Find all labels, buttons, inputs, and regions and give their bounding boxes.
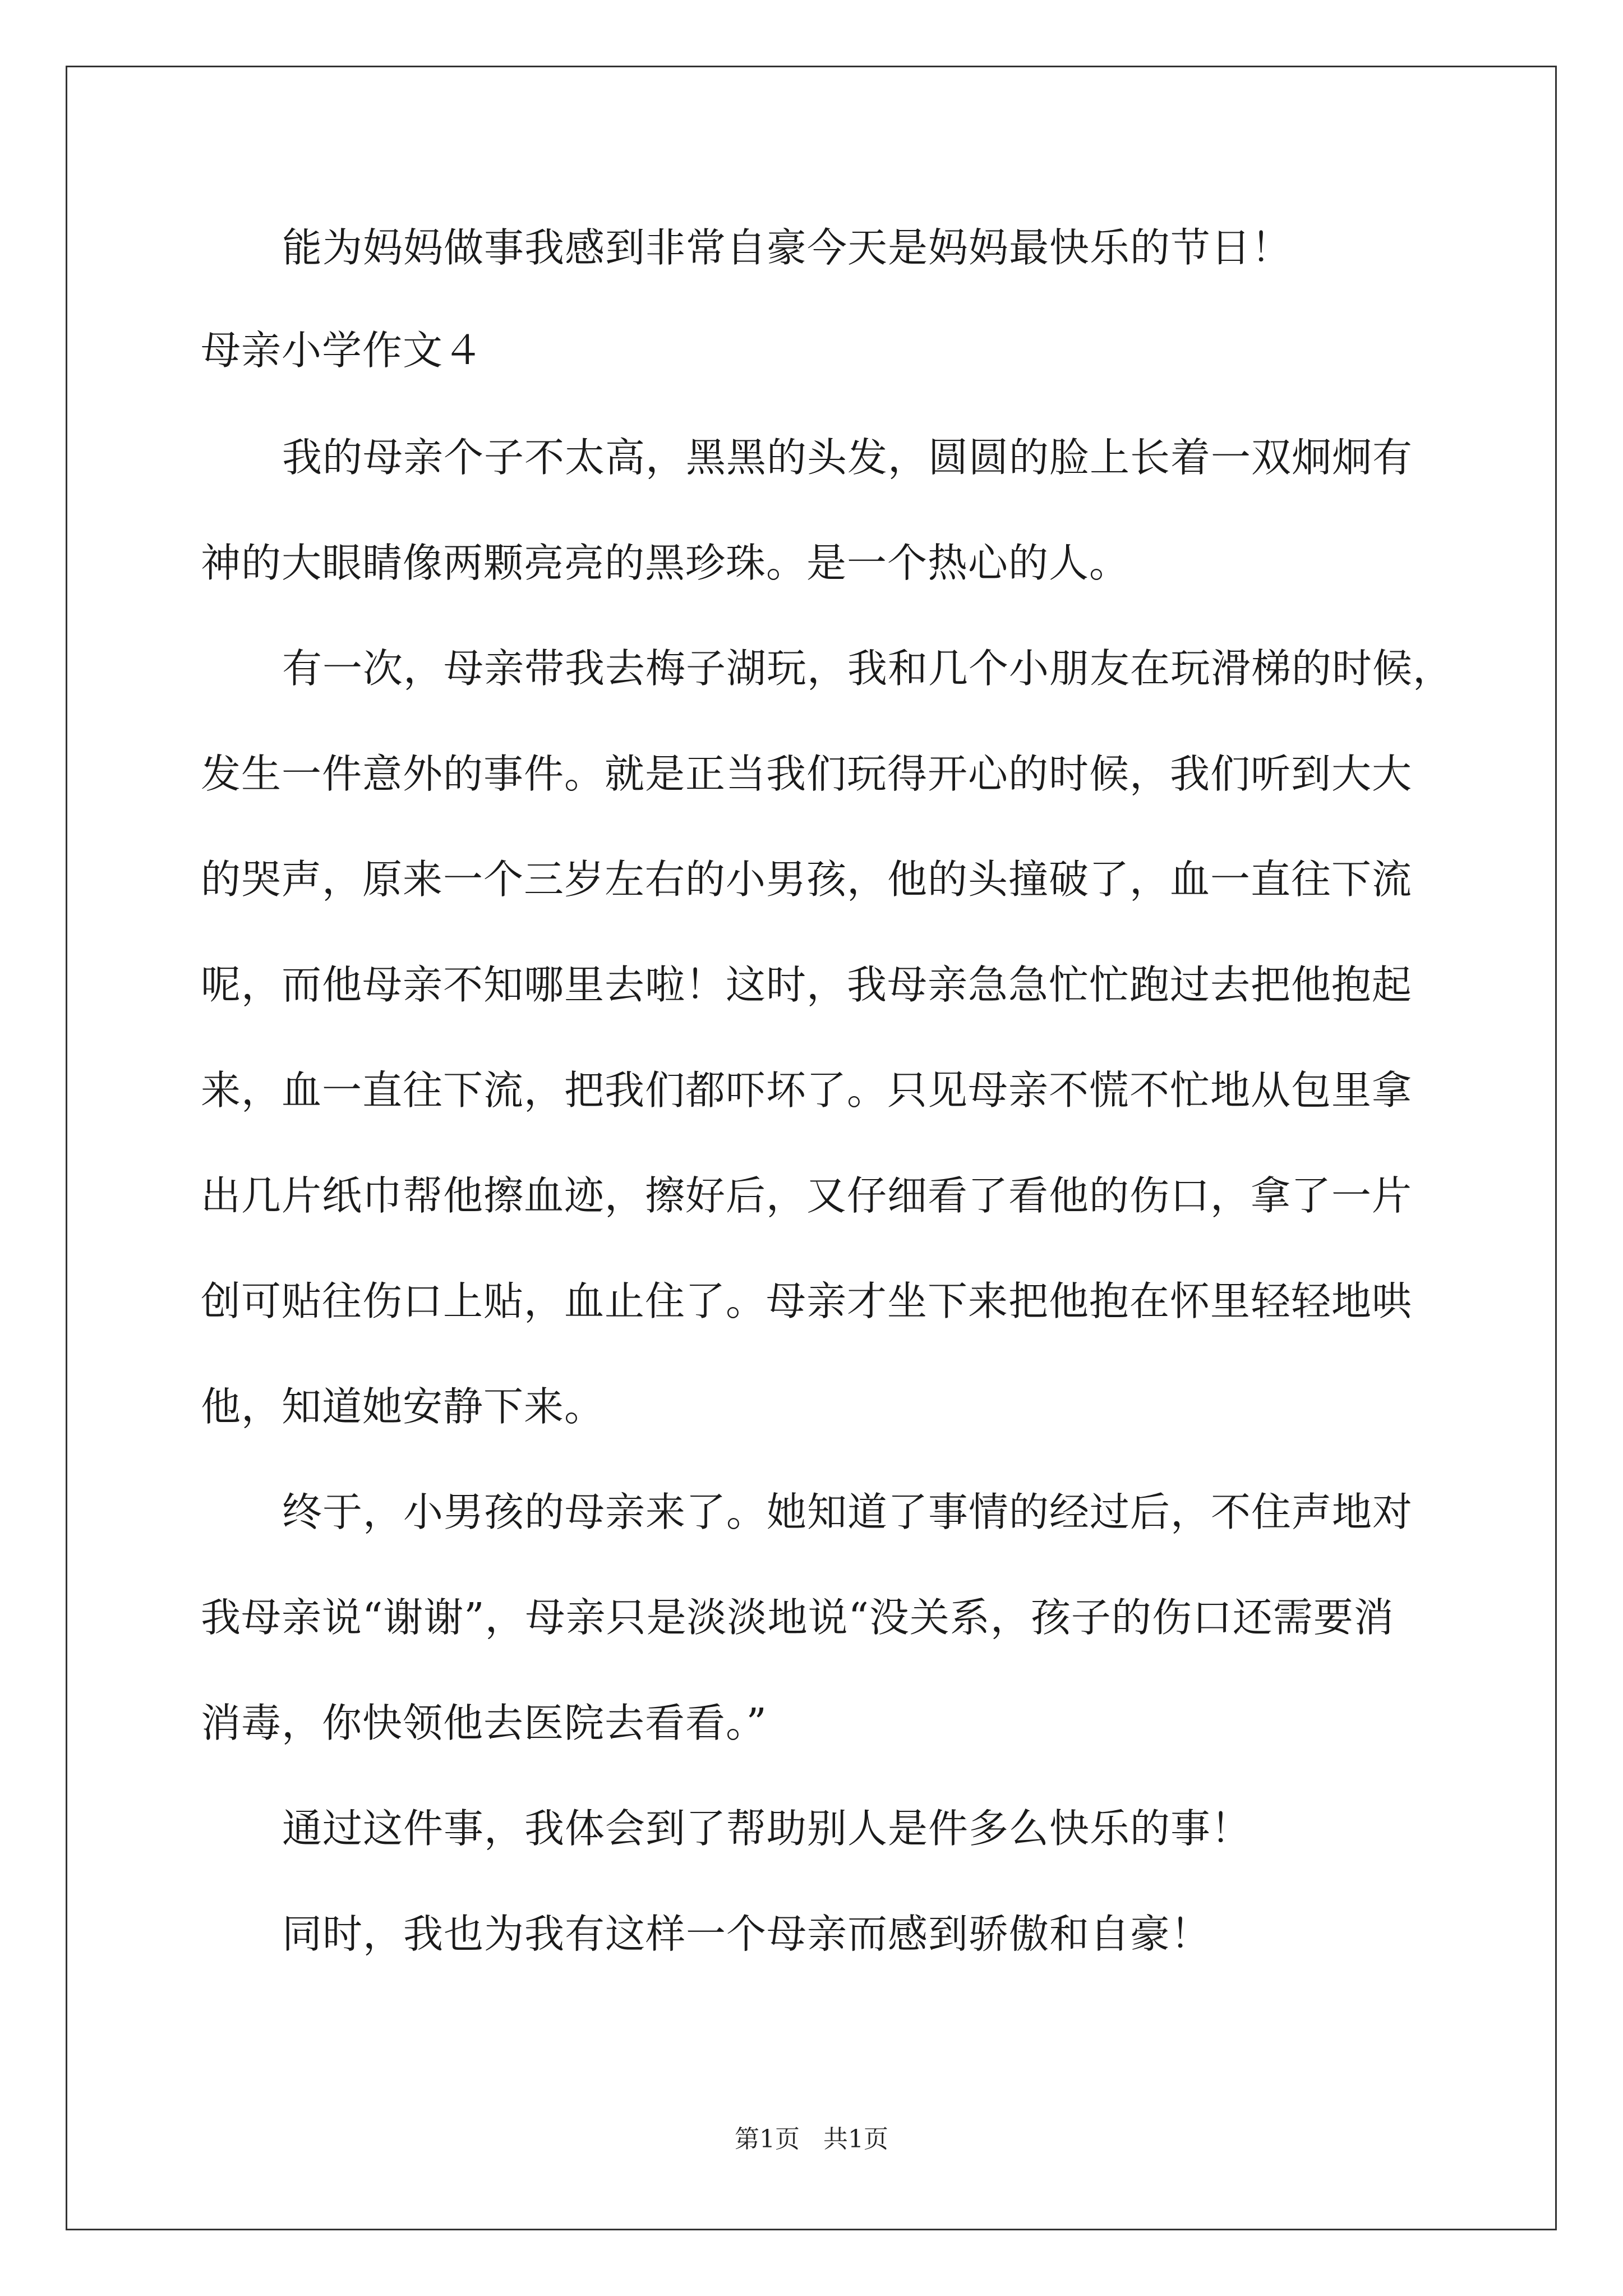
page-footer — [0, 2123, 1623, 2156]
paragraph-line: 神的大眼睛像两颗亮亮的黑珍珠。是一个热心的人。 — [201, 540, 1130, 586]
paragraph-line: 他，知道她安静下来。 — [201, 1383, 605, 1430]
paragraph-line: 的哭声，原来一个三岁左右的小男孩，他的头撞破了，血一直往下流 — [201, 856, 1413, 903]
paragraph-line: 同时，我也为我有这样一个母亲而感到骄傲和自豪！ — [282, 1911, 1211, 1957]
page-number-total: 共1页 — [823, 2125, 888, 2154]
paragraph-line: 能为妈妈做事我感到非常自豪今天是妈妈最快乐的节日！ — [282, 224, 1292, 271]
paragraph-line: 消毒，你快领他去医院去看看。” — [201, 1700, 767, 1746]
section-heading: 母亲小学作文４ — [201, 327, 484, 374]
paragraph-line: 通过这件事，我体会到了帮助别人是件多么快乐的事！ — [282, 1805, 1252, 1852]
paragraph-line: 发生一件意外的事件。就是正当我们玩得开心的时候，我们听到大大 — [201, 751, 1413, 797]
paragraph-line: 来，血一直往下流，把我们都吓坏了。只见母亲不慌不忙地从包里拿 — [201, 1067, 1413, 1114]
paragraph-line: 呢，而他母亲不知哪里去啦！这时，我母亲急急忙忙跑过去把他抱起 — [201, 961, 1413, 1008]
paragraph-line: 我的母亲个子不太高，黑黑的头发，圆圆的脸上长着一双炯炯有 — [282, 434, 1413, 481]
page-number-current: 第1页 — [735, 2125, 800, 2154]
page-border — [66, 66, 1557, 2230]
paragraph-line: 创可贴往伤口上贴，血止住了。母亲才坐下来把他抱在怀里轻轻地哄 — [201, 1278, 1413, 1324]
paragraph-line: 出几片纸巾帮他擦血迹，擦好后，又仔细看了看他的伤口，拿了一片 — [201, 1172, 1413, 1219]
paragraph-line: 我母亲说“谢谢”，母亲只是淡淡地说“没关系，孩子的伤口还需要消 — [201, 1594, 1394, 1641]
paragraph-line: 有一次，母亲带我去梅子湖玩，我和几个小朋友在玩滑梯的时候， — [282, 645, 1454, 692]
paragraph-line: 终于，小男孩的母亲来了。她知道了事情的经过后，不住声地对 — [282, 1489, 1413, 1535]
